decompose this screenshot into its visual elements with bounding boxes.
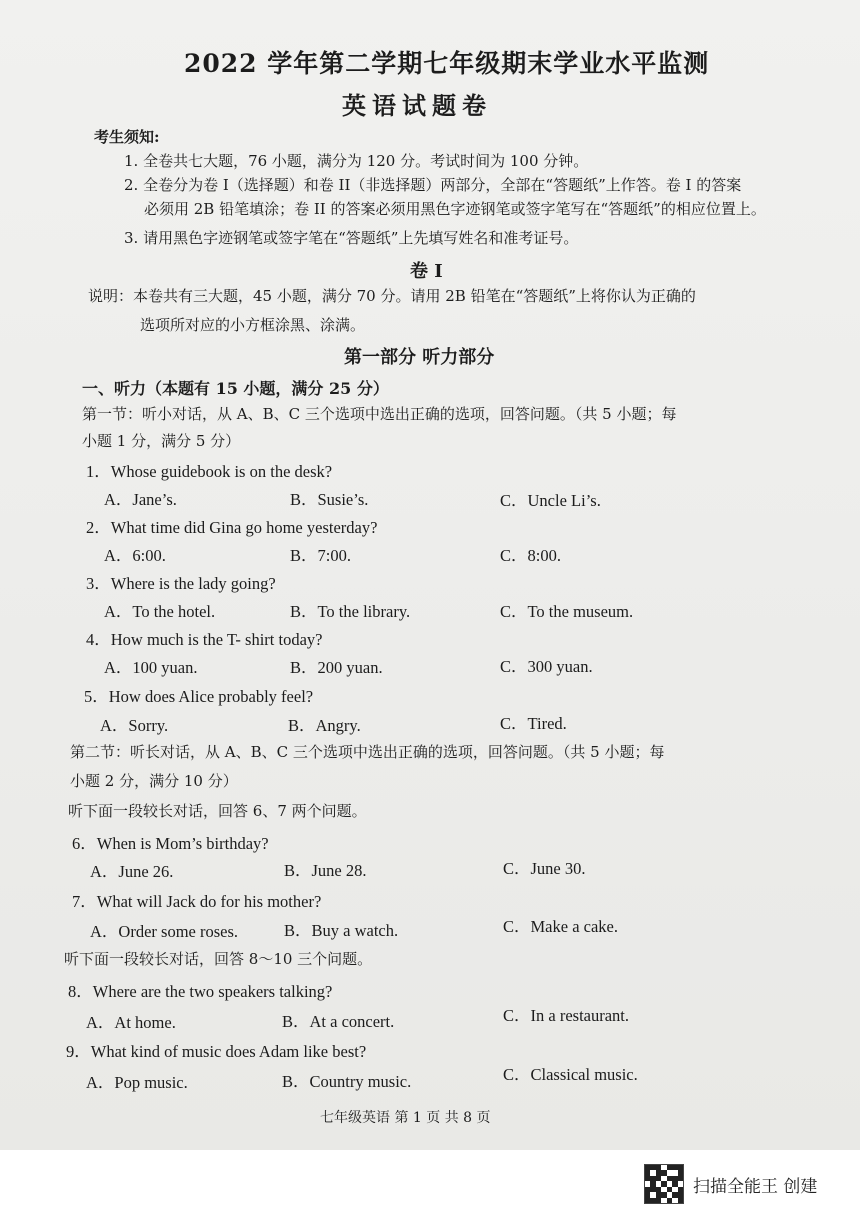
question-8: 8．Where are the two speakers talking? [68, 982, 333, 1001]
q1-option-b: B．Susie’s. [290, 490, 369, 509]
scanner-watermark [644, 1164, 817, 1204]
sub1-instruction-2: 小题 1 分，满分 5 分） [82, 432, 241, 450]
exam-title: 2022 学年第二学期七年级期末学业水平监测 [184, 49, 710, 78]
page-footer: 七年级英语 第 1 页 共 8 页 [320, 1110, 491, 1126]
notice-item-2: 2. 全卷分为卷 I（选择题）和卷 II（非选择题）两部分，全部在“答题纸”上作答。卷 I 的答案 [124, 176, 742, 194]
exam-subtitle: 英语试题卷 [342, 91, 492, 120]
question-6: 6．When is Mom’s birthday? [72, 834, 269, 853]
dialog-instruction-2: 听下面一段较长对话，回答 8～10 三个问题。 [64, 950, 373, 968]
qr-code-icon [644, 1164, 684, 1204]
notice-item-1: 1. 全卷共七大题，76 小题，满分为 120 分。考试时间为 100 分钟。 [124, 152, 589, 170]
dialog-instruction-1: 听下面一段较长对话，回答 6、7 两个问题。 [68, 802, 367, 820]
q6-option-b: B．June 28. [284, 861, 367, 880]
q9-option-c: C．Classical music. [503, 1065, 638, 1084]
q3-option-b: B．To the library. [290, 602, 411, 621]
notice-heading: 考生须知: [94, 128, 160, 146]
q6-option-a: A．June 26. [90, 862, 174, 881]
q2-option-c: C．8:00. [500, 546, 561, 565]
q6-option-c: C．June 30. [503, 859, 586, 878]
q5-option-b: B．Angry. [288, 716, 361, 735]
sub2-instruction-1: 第二节：听长对话，从 A、B、C 三个选项中选出正确的选项，回答问题。（共 5 小题；每 [70, 743, 665, 761]
q8-option-a: A．At home. [86, 1013, 176, 1032]
q1-option-a: A．Jane’s. [104, 490, 177, 509]
question-1: 1．Whose guidebook is on the desk? [86, 462, 333, 481]
q4-option-c: C．300 yuan. [500, 657, 593, 676]
q4-option-a: A．100 yuan. [104, 658, 198, 677]
q1-option-c: C．Uncle Li’s. [500, 491, 601, 510]
q9-option-b: B．Country music. [282, 1072, 412, 1091]
q2-option-a: A．6:00. [104, 546, 166, 565]
q3-option-c: C．To the museum. [500, 602, 634, 621]
q9-option-a: A．Pop music. [86, 1073, 188, 1092]
q8-option-c: C．In a restaurant. [503, 1006, 629, 1025]
q5-option-c: C．Tired. [500, 714, 567, 733]
volume-note-1: 说明：本卷共有三大题，45 小题，满分 70 分。请用 2B 铅笔在“答题纸”上将你认为正确的 [88, 287, 696, 305]
question-7: 7．What will Jack do for his mother? [72, 892, 322, 911]
q8-option-b: B．At a concert. [282, 1012, 395, 1031]
q7-option-c: C．Make a cake. [503, 917, 618, 936]
q4-option-b: B．200 yuan. [290, 658, 383, 677]
q7-option-b: B．Buy a watch. [284, 921, 399, 940]
volume-title: 卷 I [410, 261, 443, 282]
question-9: 9．What kind of music does Adam like best? [66, 1042, 367, 1061]
question-5: 5．How does Alice probably feel? [84, 687, 314, 706]
section-listening: 一、听力（本题有 15 小题，满分 25 分） [82, 379, 389, 398]
sub1-instruction-1: 第一节：听小对话，从 A、B、C 三个选项中选出正确的选项，回答问题。（共 5 小题；每 [82, 405, 677, 423]
q3-option-a: A．To the hotel. [104, 602, 216, 621]
volume-note-2: 选项所对应的小方框涂黑、涂满。 [140, 316, 366, 334]
q7-option-a: A．Order some roses. [90, 922, 239, 941]
notice-item-3: 3. 请用黑色字迹钢笔或签字笔在“答题纸”上先填写姓名和准考证号。 [124, 229, 579, 247]
q2-option-b: B．7:00. [290, 546, 351, 565]
scanner-label: 扫描全能王 创建 [693, 1176, 818, 1197]
q5-option-a: A．Sorry. [100, 716, 169, 735]
question-4: 4．How much is the T- shirt today? [86, 630, 323, 649]
sub2-instruction-2: 小题 2 分，满分 10 分） [70, 772, 238, 790]
question-3: 3．Where is the lady going? [86, 574, 276, 593]
notice-item-2-cont: 必须用 2B 铅笔填涂；卷 II 的答案必须用黑色字迹钢笔或签字笔写在“答题纸”的相应位置上。 [144, 200, 766, 218]
question-2: 2．What time did Gina go home yesterday? [86, 518, 378, 537]
part1-title: 第一部分 听力部分 [344, 347, 495, 368]
